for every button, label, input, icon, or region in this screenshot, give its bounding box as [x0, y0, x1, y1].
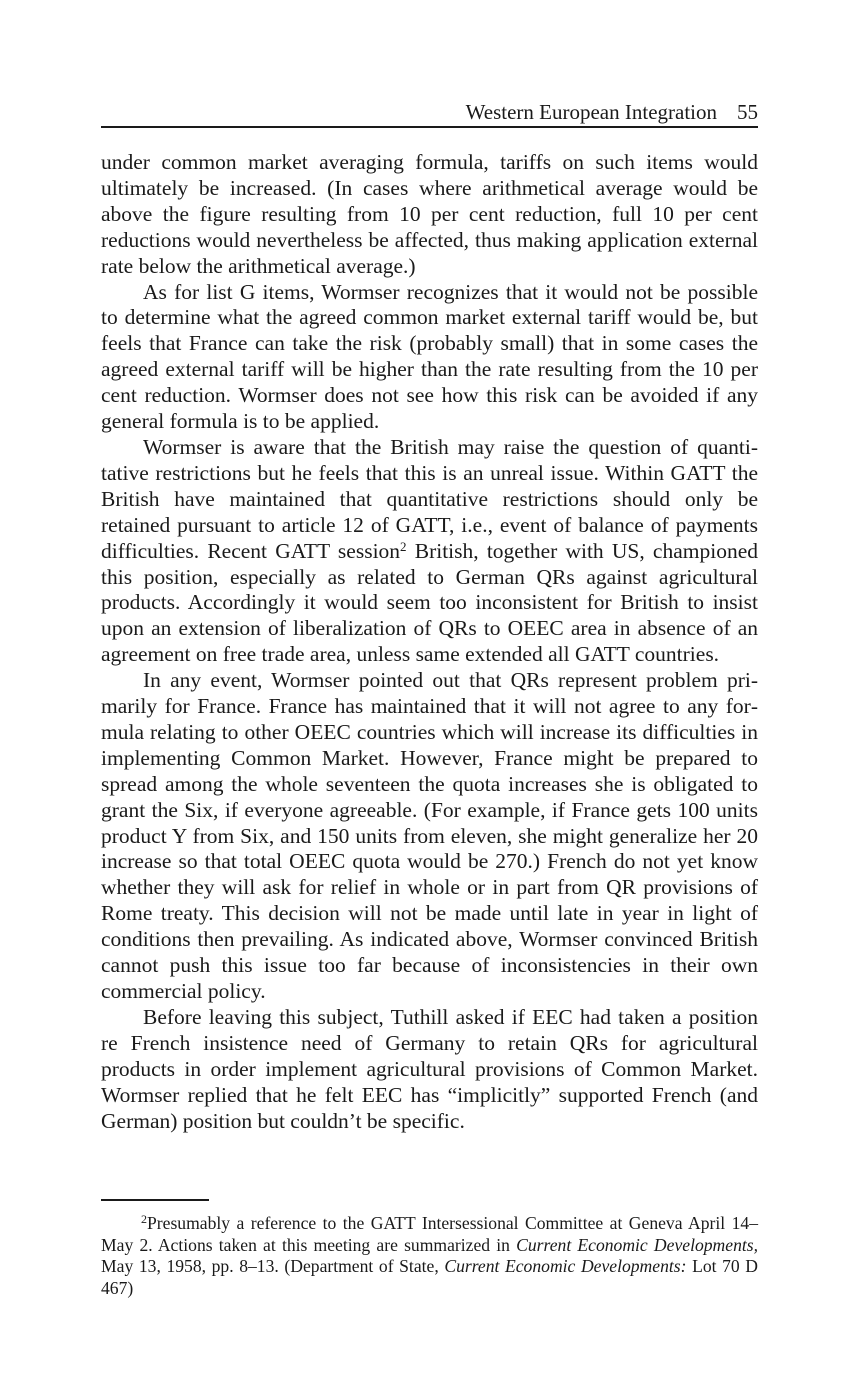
footnote-text-3: Lot 70 D 467): [101, 1256, 758, 1298]
footnote-text-1: Presumably a reference to the GATT Intersessional Committee at Geneva April 14–May 2. Actions taken at this meeting are summarized in: [101, 1213, 758, 1255]
footnote-reference: 2: [400, 538, 407, 554]
header-rule: [101, 126, 758, 128]
footnote-marker: 2: [141, 1212, 147, 1226]
footnote-italic-2: Current Economic Developments:: [444, 1256, 687, 1276]
page-number: 55: [737, 100, 758, 124]
page: [101, 98, 758, 1134]
body-text: [101, 150, 758, 1134]
paragraph-3-text-after: British, together with US, championed this position, especially as related to German QRs against agricultural products. Accordingly it would seem too inconsistent for British to insist upon an extension of liberalization of QRs to OEEC area in absence of an agreement on free trade area, unless same extended all GATT countries.: [101, 538, 758, 667]
footnote-rule: [101, 1199, 209, 1201]
footnote-text-2: May 13, 1958, pp. 8–13. (Department of State,: [101, 1256, 445, 1276]
paragraph-3-text-before: Wormser is aware that the British may raise the question of quantitative restrictions but he feels that this is an unreal issue. Within GATT the British have maintained that quantitative restrictions should only be retained pursuant to article 12 of GATT, i.e., event of balance of payments difficulties. Recent GATT session: [101, 434, 758, 563]
running-title: Western European Integration: [465, 100, 717, 124]
paragraph-5: Before leaving this subject, Tuthill asked if EEC had taken a position re French insistence need of Germany to retain QRs for agricultural products in order implement agricultural provisions of Common Market. Wormser replied that he felt EEC has “implicitly” supported French (and German) position but couldn’t be specific.: [101, 1004, 758, 1133]
paragraph-1: under common market averaging formula, tariffs on such items would ultimately be increased. (In cases where arithmetical average would be above the figure resulting from 10 per cent reduction, full 10 per cent reductions would nevertheless be affected, thus making application external rate below the arithmetical average.): [101, 150, 758, 278]
paragraph-2: As for list G items, Wormser recognizes that it would not be possible to determine what the agreed common market external tariff would be, but feels that France can take the risk (probably small) that in some cases the agreed external tariff will be higher than the rate resulting from the 10 per cent reduction. Wormser does not see how this risk can be avoided if any general formula is to be applied.: [101, 279, 758, 434]
footnote: [101, 1213, 758, 1299]
paragraph-3: [101, 435, 758, 668]
paragraph-4: In any event, Wormser pointed out that QRs represent problem primarily for France. France has maintained that it will not agree to any formula relating to other OEEC countries which will increase its difficulties in implementing Common Market. However, France might be prepared to spread among the whole seventeen the quota increases she is obligated to grant the Six, if everyone agreeable. (For example, if France gets 100 units product Y from Six, and 150 units from eleven, she might generalize her 20 increase so that total OEEC quota would be 270.) French do not yet know whether they will ask for relief in whole or in part from QR provisions of Rome treaty. This decision will not be made until late in year in light of conditions then prevailing. As indicated above, Wormser convinced British cannot push this issue too far because of inconsistencies in their own commercial policy.: [101, 668, 758, 1003]
footnote-italic-1: Current Economic Developments,: [516, 1234, 758, 1255]
running-head: [101, 98, 758, 126]
